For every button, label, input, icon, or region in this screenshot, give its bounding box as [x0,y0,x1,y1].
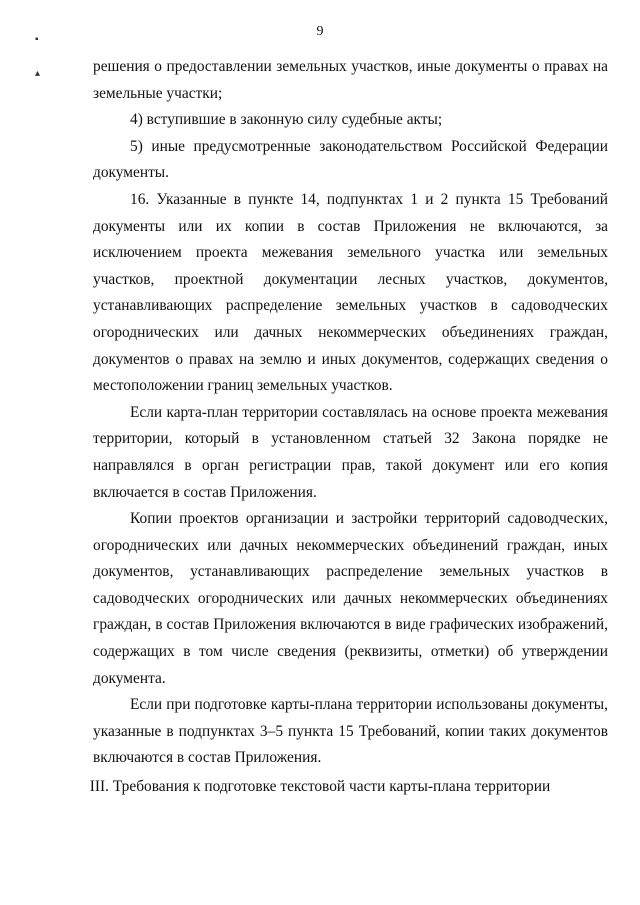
paragraph-clause-16: 16. Указанные в пункте 14, подпунктах 1 и 2 пункта 15 Требований документы или их копии в состав Приложения не включаются, за исключением проекта межевания земельного участка или земельных участков, проектной документации лесных участков, документов, устанавливающих распределение земельных участков в садоводческих огороднических или дачных некоммерческих объединениях граждан, документов о правах на землю и иных документов, содержащих сведения о местоположении границ земельных участков. [93,190,608,395]
page-number: 9 [316,24,324,39]
document-body [93,54,608,772]
paragraph-continuation: решения о предоставлении земельных участков, иные документы о правах на земельные участки; [93,58,608,102]
margin-mark: ▪ [35,34,39,45]
margin-mark: ▴ [35,68,41,79]
paragraph-documents-used: Если при подготовке карты-плана территории использованы документы, указанные в подпунктах 3–5 пункта 15 Требований, копии таких документов включаются в состав Приложения. [93,696,608,767]
list-item-5: 5) иные предусмотренные законодательством Российской Федерации документы. [93,137,608,182]
section-heading: III. Требования к подготовке текстовой части карты-плана территории [89,778,551,795]
paragraph-map-plan-project: Если карта-план территории составлялась на основе проекта межевания территории, который в установленном статьей 32 Закона порядке не направлялся в орган регистрации прав, такой документ или его копия включается в состав Приложения. [93,403,608,501]
list-item-4: 4) вступившие в законную силу судебные акты; [130,111,443,129]
paragraph-copies: Копии проектов организации и застройки территорий садоводческих, огороднических или дачных некоммерческих объединений граждан, иных документов, устанавливающих распределение земельных участков в садоводческих огороднических или дачных некоммерческих объединениях граждан, в состав Приложения включаются в виде графических изображений, содержащих в том числе сведения (реквизиты, отметки) об утверждении документа. [93,510,608,687]
